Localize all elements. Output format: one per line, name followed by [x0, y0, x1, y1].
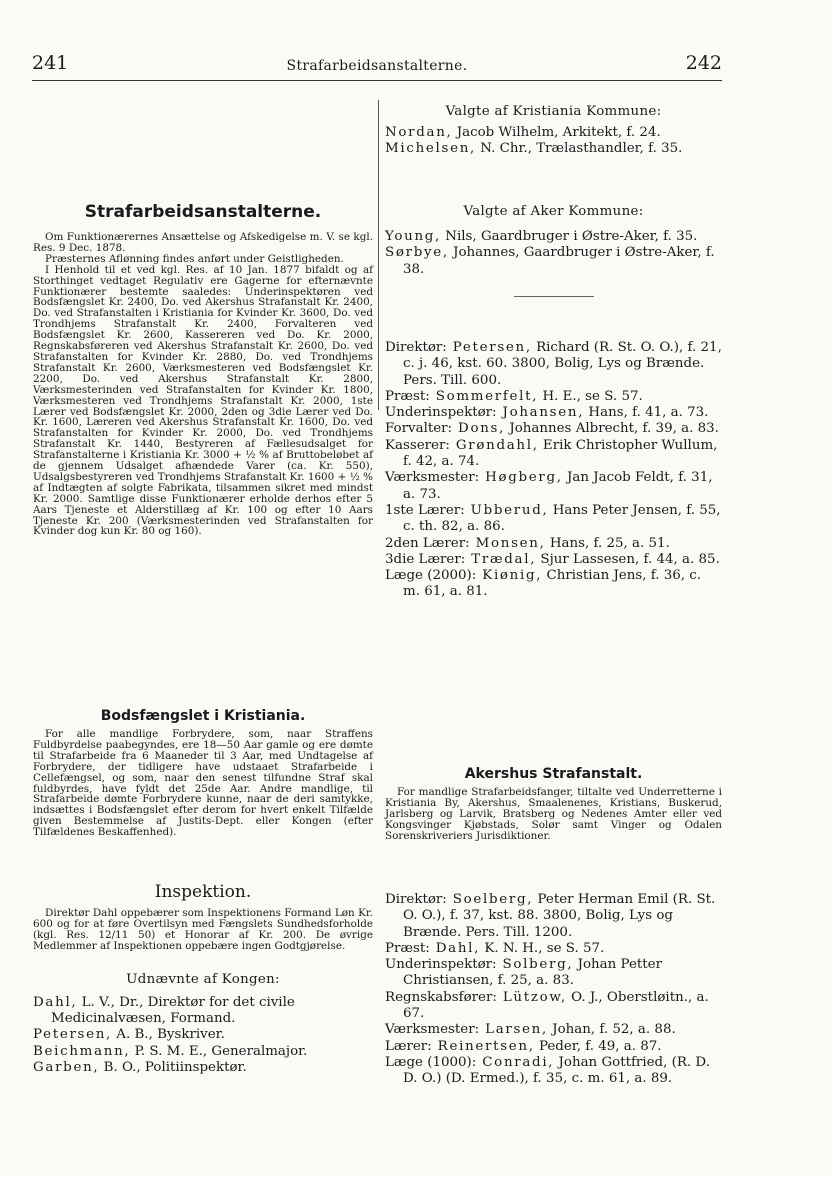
- page-number-left: 241: [32, 52, 69, 74]
- paragraph: For alle mandlige Forbrydere, som, naar Straffens Fuldbyrdelse paabegyndes, ere 18—50 Aar gamle og ere dømte til Strafarbeide fra 6 Maaneder til 3 Aar, med Undtagelse af Forbrydere, der tidligere have udstaaet Strafarbeide i Cellefængsel, og som, naar den senest tilfundne Straf skal fuldbyrdes, have fyldt det 25de Aar. Andre mandlige, til Strafarbeide dømte Forbrydere kunne, naar de deri samtykke, indsættes i Bodsfængslet efter derom for hvert enkelt Tilfælde given Bestemmelse af Justits-Dept. eller Kongen (efter Tilfældenes Beskaffenhed).: [33, 728, 373, 839]
- king-appointees: [33, 995, 373, 1076]
- paragraph: Præsternes Aflønning findes anført under Geistligheden.: [45, 252, 344, 265]
- person-details: Johan Petter Christiansen, f. 25, a. 83.: [403, 957, 662, 989]
- person-details: Johan, f. 52, a. 88.: [547, 1022, 676, 1038]
- role: Værksmester:: [385, 470, 480, 486]
- running-header: [32, 52, 722, 81]
- role: Regnskabsfører:: [385, 989, 497, 1005]
- list-item: [385, 421, 722, 437]
- role: Præst:: [385, 940, 430, 956]
- section-title: Akershus Strafanstalt.: [464, 766, 643, 782]
- left-section-inspektion: [33, 882, 373, 1076]
- page-number-right: 242: [685, 52, 722, 74]
- person-name: Dahl,: [429, 940, 481, 956]
- person-name: Dahl,: [33, 994, 78, 1010]
- running-title: Strafarbeidsanstalterne.: [286, 58, 468, 74]
- list-item: [385, 245, 722, 278]
- person-name: Lützow,: [496, 989, 567, 1005]
- list-item: [385, 405, 722, 421]
- role: Direktør:: [385, 892, 447, 907]
- person-name: Michelsen,: [385, 141, 477, 157]
- role: 3die Lærer:: [385, 551, 466, 567]
- list-item: [385, 892, 722, 941]
- role: 2den Lærer:: [385, 535, 470, 551]
- role: Direktør:: [385, 340, 447, 355]
- role: Underinspektør:: [385, 405, 497, 421]
- right-bodsfaengslet-staff: [385, 340, 722, 601]
- role: Kasserer:: [385, 437, 450, 453]
- person-details: Jan Jacob Feldt, f. 31, a. 73.: [403, 470, 713, 502]
- person-details: Peder, f. 49, a. 87.: [534, 1038, 662, 1054]
- person-name: Kiønig,: [476, 568, 543, 584]
- right-kristiania-members: [385, 104, 722, 158]
- person-details: Erik Christopher Wullum, f. 42, a. 74.: [403, 437, 718, 470]
- person-details: Jacob Wilhelm, Arkitekt, f. 24.: [452, 125, 661, 140]
- person-details: Sjur Lassesen, f. 44, a. 85.: [536, 551, 720, 567]
- section-title: Strafarbeidsanstalterne.: [84, 202, 322, 222]
- person-details: Richard (R. St. O. O.), f. 21, c. j. 46, kst. 60. 3800, Bolig, Lys og Brænde. Pers. Till. 600.: [403, 340, 722, 388]
- person-details: P. S. M. E., Generalmajor.: [130, 1043, 308, 1059]
- list-item: [385, 1022, 722, 1038]
- separator-rule: [514, 296, 594, 297]
- person-name: Conradi,: [476, 1054, 555, 1070]
- person-details: Christian Jens, f. 36, c. m. 61, a. 81.: [403, 568, 702, 600]
- person-details: Hans, f. 41, a. 73.: [584, 405, 709, 421]
- person-name: Reinertsen,: [431, 1038, 535, 1054]
- role: Læge (1000):: [385, 1054, 477, 1070]
- person-details: H. E., se S. 57.: [538, 388, 643, 404]
- role: 1ste Lærer:: [385, 502, 465, 518]
- person-details: Hans, f. 25, a. 51.: [545, 535, 670, 551]
- person-name: Grøndahl,: [449, 437, 539, 453]
- list-item: [385, 941, 722, 957]
- person-name: Solberg,: [496, 957, 574, 973]
- regulations-text: [33, 232, 373, 537]
- person-name: Dons,: [452, 421, 506, 437]
- paragraph: For mandlige Strafarbeidsfanger, tiltalte ved Underretterne i Kristiania By, Akershus, Smaalenenes, Kristians, Buskerud, Jarlsberg og Larvik, Bratsberg og Nedenes Amter eller ved Kongsvinger Kjøbstads, Solør samt Vinger og Odalen Sorenskriveriers Jurisdiktioner.: [385, 786, 722, 842]
- list-item: [33, 1027, 373, 1043]
- list-item: [385, 536, 722, 552]
- list-item: [385, 1055, 722, 1088]
- section-title: Inspektion.: [154, 882, 252, 902]
- person-name: Sørbye,: [385, 245, 449, 261]
- list-item: [385, 1039, 722, 1055]
- person-name: Soelberg,: [446, 892, 534, 907]
- role: Underinspektør:: [385, 957, 497, 973]
- list-item: [385, 990, 722, 1023]
- paragraph: I Henhold til et ved kgl. Res. af 10 Jan. 1877 bifaldt og af Storthinget vedtaget Regulativ ere Gagerne for efternævnte Funktionærer bestemte saaledes: Underinspektøren ved Bodsfængslet Kr. 2400, Do. ved Akershus Strafanstalt Kr. 2400, Do. ved Strafanstalten i Kristiania for Kvinder Kr. 3600, Do. ved Trondhjems Strafanstalt Kr. 2400, Forvalteren ved Bodsfængslet Kr. 2600, Kassereren ved Do. Kr. 2000, Regnskabsføreren ved Akershus Strafanstalt Kr. 2600, Do. ved Strafanstalten for Kvinder Kr. 2880, Do. ved Trondhjems Strafanstalt Kr. 2600, Værksmesteren ved Bodsfængslet Kr. 2200, Do. ved Akershus Strafanstalt Kr. 2800, Værksmesterinden ved Strafanstalten for Kvinder Kr. 1800, Værksmesteren ved Trondhjems Strafanstalt Kr. 2000, 1ste Lærer ved Bodsfængslet Kr. 2000, 2den og 3die Lærer ved Do. Kr. 1600, Læreren ved Akershus Strafanstalt Kr. 1600, Do. ved Strafanstalten for Kvinder Kr. 2000, Do. ved Trondhjems Strafanstalt Kr. 1440, Bestyreren af Fællesudsalget for Strafanstalterne i Kristiania Kr. 3000 + ½ % af Bruttobeløbet af de gjennem Udsalget afhændede Varer (ca. Kr. 550), Udsalgsbestyreren ved Trondhjems Strafanstalt Kr. 1600 + ½ % af Indtægten af solgte Fabrikata, tilsammen sikret med mindst Kr. 2000. Samtlige disse Funktionærer erholde derhos efter 5 Aars Tjeneste et Alderstillæg af Kr. 100 og efter 10 Aars Tjeneste Kr. 200 (Værksmesterinden ved Strafanstalten for Kvinder dog kun Kr. 80 og 160).: [33, 263, 373, 538]
- left-section-strafarbeidsanstalterne: [33, 202, 373, 537]
- person-name: Ubberud,: [464, 502, 549, 518]
- list-item: [385, 503, 722, 536]
- person-details: Nils, Gaardbruger i Østre-Aker, f. 35.: [441, 229, 698, 244]
- left-section-bodsfaengslet: [33, 708, 373, 838]
- person-details: Johan Gottfried, (R. D. D. O.) (D. Ermed.), f. 35, c. m. 61, a. 89.: [403, 1054, 710, 1087]
- subheading: Udnævnte af Kongen:: [126, 971, 280, 987]
- subheading: Valgte af Kristiania Kommune:: [445, 104, 662, 119]
- person-name: Høgberg,: [479, 470, 563, 486]
- person-name: Petersen,: [446, 340, 532, 355]
- right-aker-members: [385, 204, 722, 297]
- list-item: [33, 1044, 373, 1060]
- person-name: Petersen,: [33, 1027, 113, 1043]
- column-divider: [378, 100, 379, 410]
- list-item: [385, 141, 722, 157]
- inspektion-text: [33, 908, 373, 952]
- right-akershus-staff: [385, 892, 722, 1088]
- role: Lærer:: [385, 1038, 432, 1054]
- list-item: [385, 552, 722, 568]
- person-details: K. N. H., se S. 57.: [480, 940, 605, 956]
- list-item: [385, 568, 722, 601]
- person-details: N. Chr., Trælasthandler, f. 35.: [476, 141, 683, 157]
- role: Præst:: [385, 388, 430, 404]
- bodsfaengslet-text: [33, 729, 373, 838]
- person-details: B. O., Politiinspektør.: [99, 1059, 247, 1075]
- person-name: Garben,: [33, 1059, 100, 1075]
- akershus-text: [385, 787, 722, 842]
- role: Læge (2000):: [385, 568, 477, 584]
- person-details: A. B., Byskriver.: [112, 1027, 225, 1043]
- list-item: [385, 340, 722, 389]
- right-section-akershus: [385, 766, 722, 842]
- person-details: Hans Peter Jensen, f. 55, c. th. 82, a. 86.: [403, 502, 721, 535]
- person-name: Trædal,: [465, 551, 537, 567]
- person-details: Johannes, Gaardbruger i Østre-Aker, f. 38.: [403, 245, 715, 277]
- person-name: Monsen,: [469, 535, 546, 551]
- person-details: L. V., Dr., Direktør for det civile Medicinalvæsen, Formand.: [51, 994, 295, 1026]
- paragraph: Direktør Dahl oppebærer som Inspektionens Formand Løn Kr. 600 og for at føre Overtilsyn med Fængslets Sundhedsforholde (kgl. Res. 12/11 50) et Honorar af Kr. 200. De øvrige Medlemmer af Inspektionen oppebære ingen Godtgjørelse.: [33, 907, 373, 952]
- subheading: Valgte af Aker Kommune:: [463, 204, 644, 219]
- person-name: Larsen,: [479, 1022, 548, 1038]
- list-item: [385, 470, 722, 503]
- person-name: Johansen,: [496, 405, 585, 421]
- person-details: Peter Herman Emil (R. St. O. O.), f. 37, kst. 88. 3800, Bolig, Lys og Brænde. Pers. Till. 1200.: [403, 892, 716, 940]
- person-details: O. J., Oberstløitn., a. 67.: [403, 989, 709, 1022]
- paragraph: Om Funktionærernes Ansættelse og Afskedigelse m. V. se kgl. Res. 9 Dec. 1878.: [33, 231, 373, 254]
- person-name: Young,: [385, 229, 442, 244]
- role: Værksmester:: [385, 1022, 480, 1038]
- person-name: Beichmann,: [33, 1043, 131, 1059]
- section-title: Bodsfængslet i Kristiania.: [100, 708, 306, 724]
- list-item: [33, 1060, 373, 1076]
- person-name: Nordan,: [385, 125, 453, 140]
- list-item: [385, 438, 722, 471]
- person-name: Sommerfelt,: [429, 388, 539, 404]
- list-item: [385, 229, 722, 245]
- role: Forvalter:: [385, 421, 453, 437]
- list-item: [385, 125, 722, 141]
- list-item: [385, 957, 722, 990]
- list-item: [33, 995, 373, 1028]
- list-item: [385, 389, 722, 405]
- person-details: Johannes Albrecht, f. 39, a. 83.: [505, 421, 719, 437]
